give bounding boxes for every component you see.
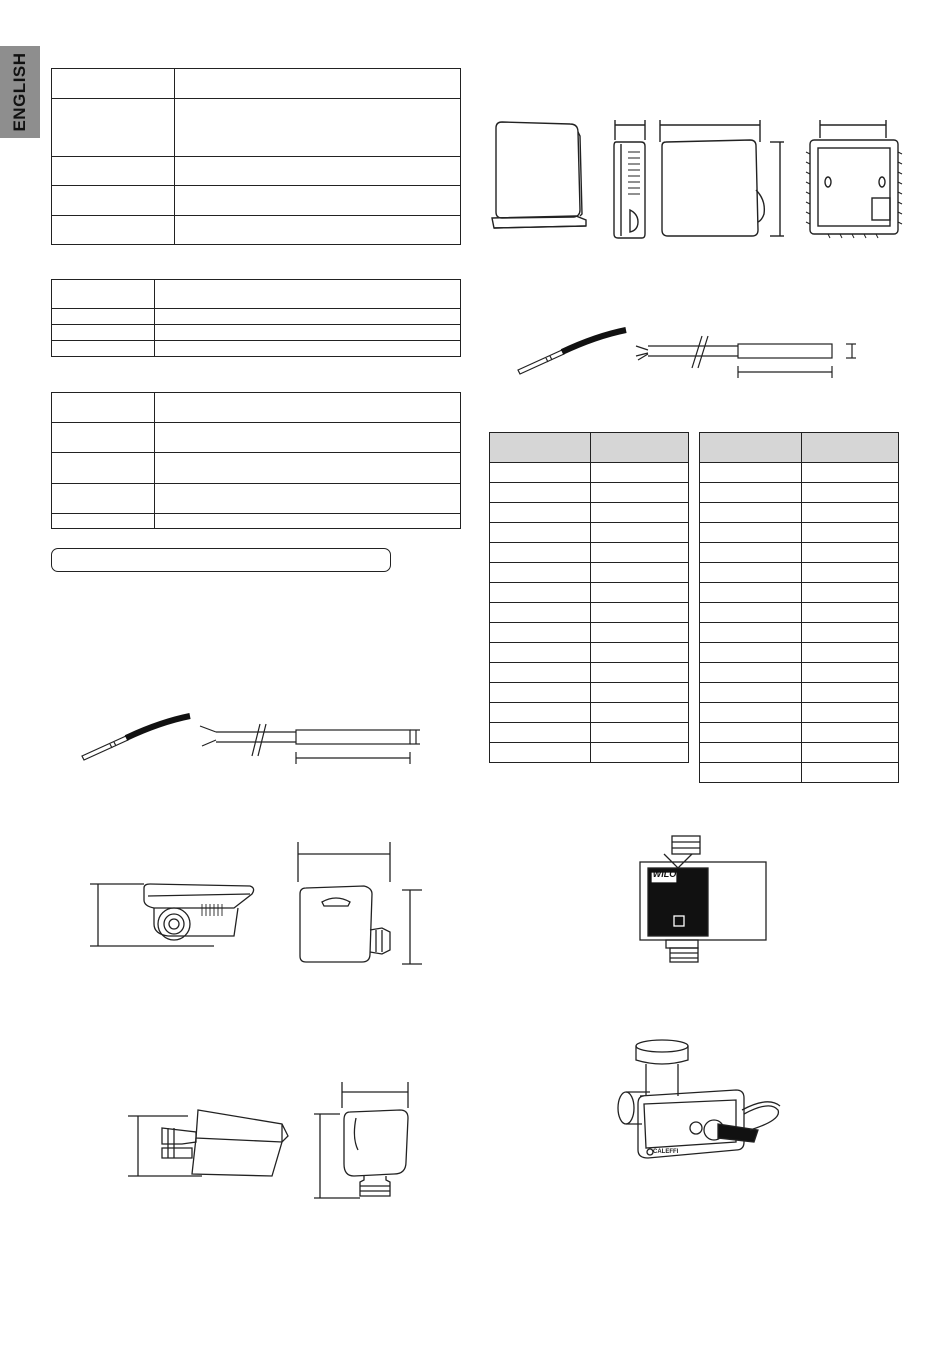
- table-row: [490, 703, 689, 723]
- table-row: [52, 186, 461, 216]
- table-row: [490, 723, 689, 743]
- table-row: [52, 309, 461, 325]
- table-row: [52, 280, 461, 309]
- caleffi-valve: [610, 1034, 790, 1174]
- table-header-row: [700, 433, 899, 463]
- table-row: [490, 663, 689, 683]
- table-row: [490, 463, 689, 483]
- table-row: [700, 723, 899, 743]
- table-row: [52, 325, 461, 341]
- table-row: [700, 463, 899, 483]
- table-row: [700, 743, 899, 763]
- table-row: [700, 603, 899, 623]
- table-row: [52, 69, 461, 99]
- immersion-sensor-side-view: [122, 1108, 292, 1184]
- table-row: [52, 341, 461, 357]
- table-row: [52, 423, 461, 453]
- table-row: [52, 216, 461, 245]
- spec-table-2: [51, 279, 461, 357]
- immersion-sensor-front-view: [310, 1078, 420, 1200]
- outdoor-sensor-front-view: [292, 838, 432, 970]
- table-row: [700, 623, 899, 643]
- thermostat-dimensioned-front: [660, 120, 784, 236]
- table-row: [52, 393, 461, 423]
- probe-sensor-right: [516, 326, 866, 382]
- wilo-pump: [630, 832, 770, 966]
- language-tab: [0, 46, 40, 138]
- caleffi-logo-text: CALEFFI: [653, 1149, 679, 1155]
- thermostat-back-view: [806, 120, 902, 238]
- table-row: [490, 543, 689, 563]
- spec-table-1: [51, 68, 461, 245]
- table-row: [490, 643, 689, 663]
- outdoor-sensor-side-view: [84, 872, 264, 952]
- probe-sensor-left: [80, 712, 430, 768]
- table-row: [490, 483, 689, 503]
- table-row: [490, 503, 689, 523]
- table-row: [700, 663, 899, 683]
- table-row: [700, 703, 899, 723]
- table-row: [52, 484, 461, 514]
- thermostat-front-view: [492, 122, 586, 228]
- table-row: [52, 99, 461, 157]
- table-row: [490, 583, 689, 603]
- table-row: [52, 157, 461, 186]
- table-row: [700, 543, 899, 563]
- table-row: [490, 623, 689, 643]
- thermostat-side-view: [614, 120, 645, 238]
- table-row: [490, 523, 689, 543]
- table-header-row: [490, 433, 689, 463]
- table-row: [490, 563, 689, 583]
- spec-table-3: [51, 392, 461, 529]
- table-row: [700, 523, 899, 543]
- table-row: [700, 483, 899, 503]
- language-tab-label: ENGLISH: [10, 52, 29, 132]
- table-row: [52, 514, 461, 529]
- table-row: [700, 643, 899, 663]
- table-row: [490, 603, 689, 623]
- resistance-table-right: [699, 432, 899, 783]
- table-row: [700, 503, 899, 523]
- table-row: [490, 743, 689, 763]
- wilo-logo-text: WILO: [652, 869, 677, 879]
- table-row: [490, 683, 689, 703]
- table-row: [700, 683, 899, 703]
- table-row: [700, 583, 899, 603]
- table-row: [700, 563, 899, 583]
- room-thermostat-views: [488, 110, 908, 250]
- table-row: [52, 453, 461, 484]
- section-heading-box: [51, 548, 391, 572]
- resistance-table-left: [489, 432, 689, 763]
- table-row: [700, 763, 899, 783]
